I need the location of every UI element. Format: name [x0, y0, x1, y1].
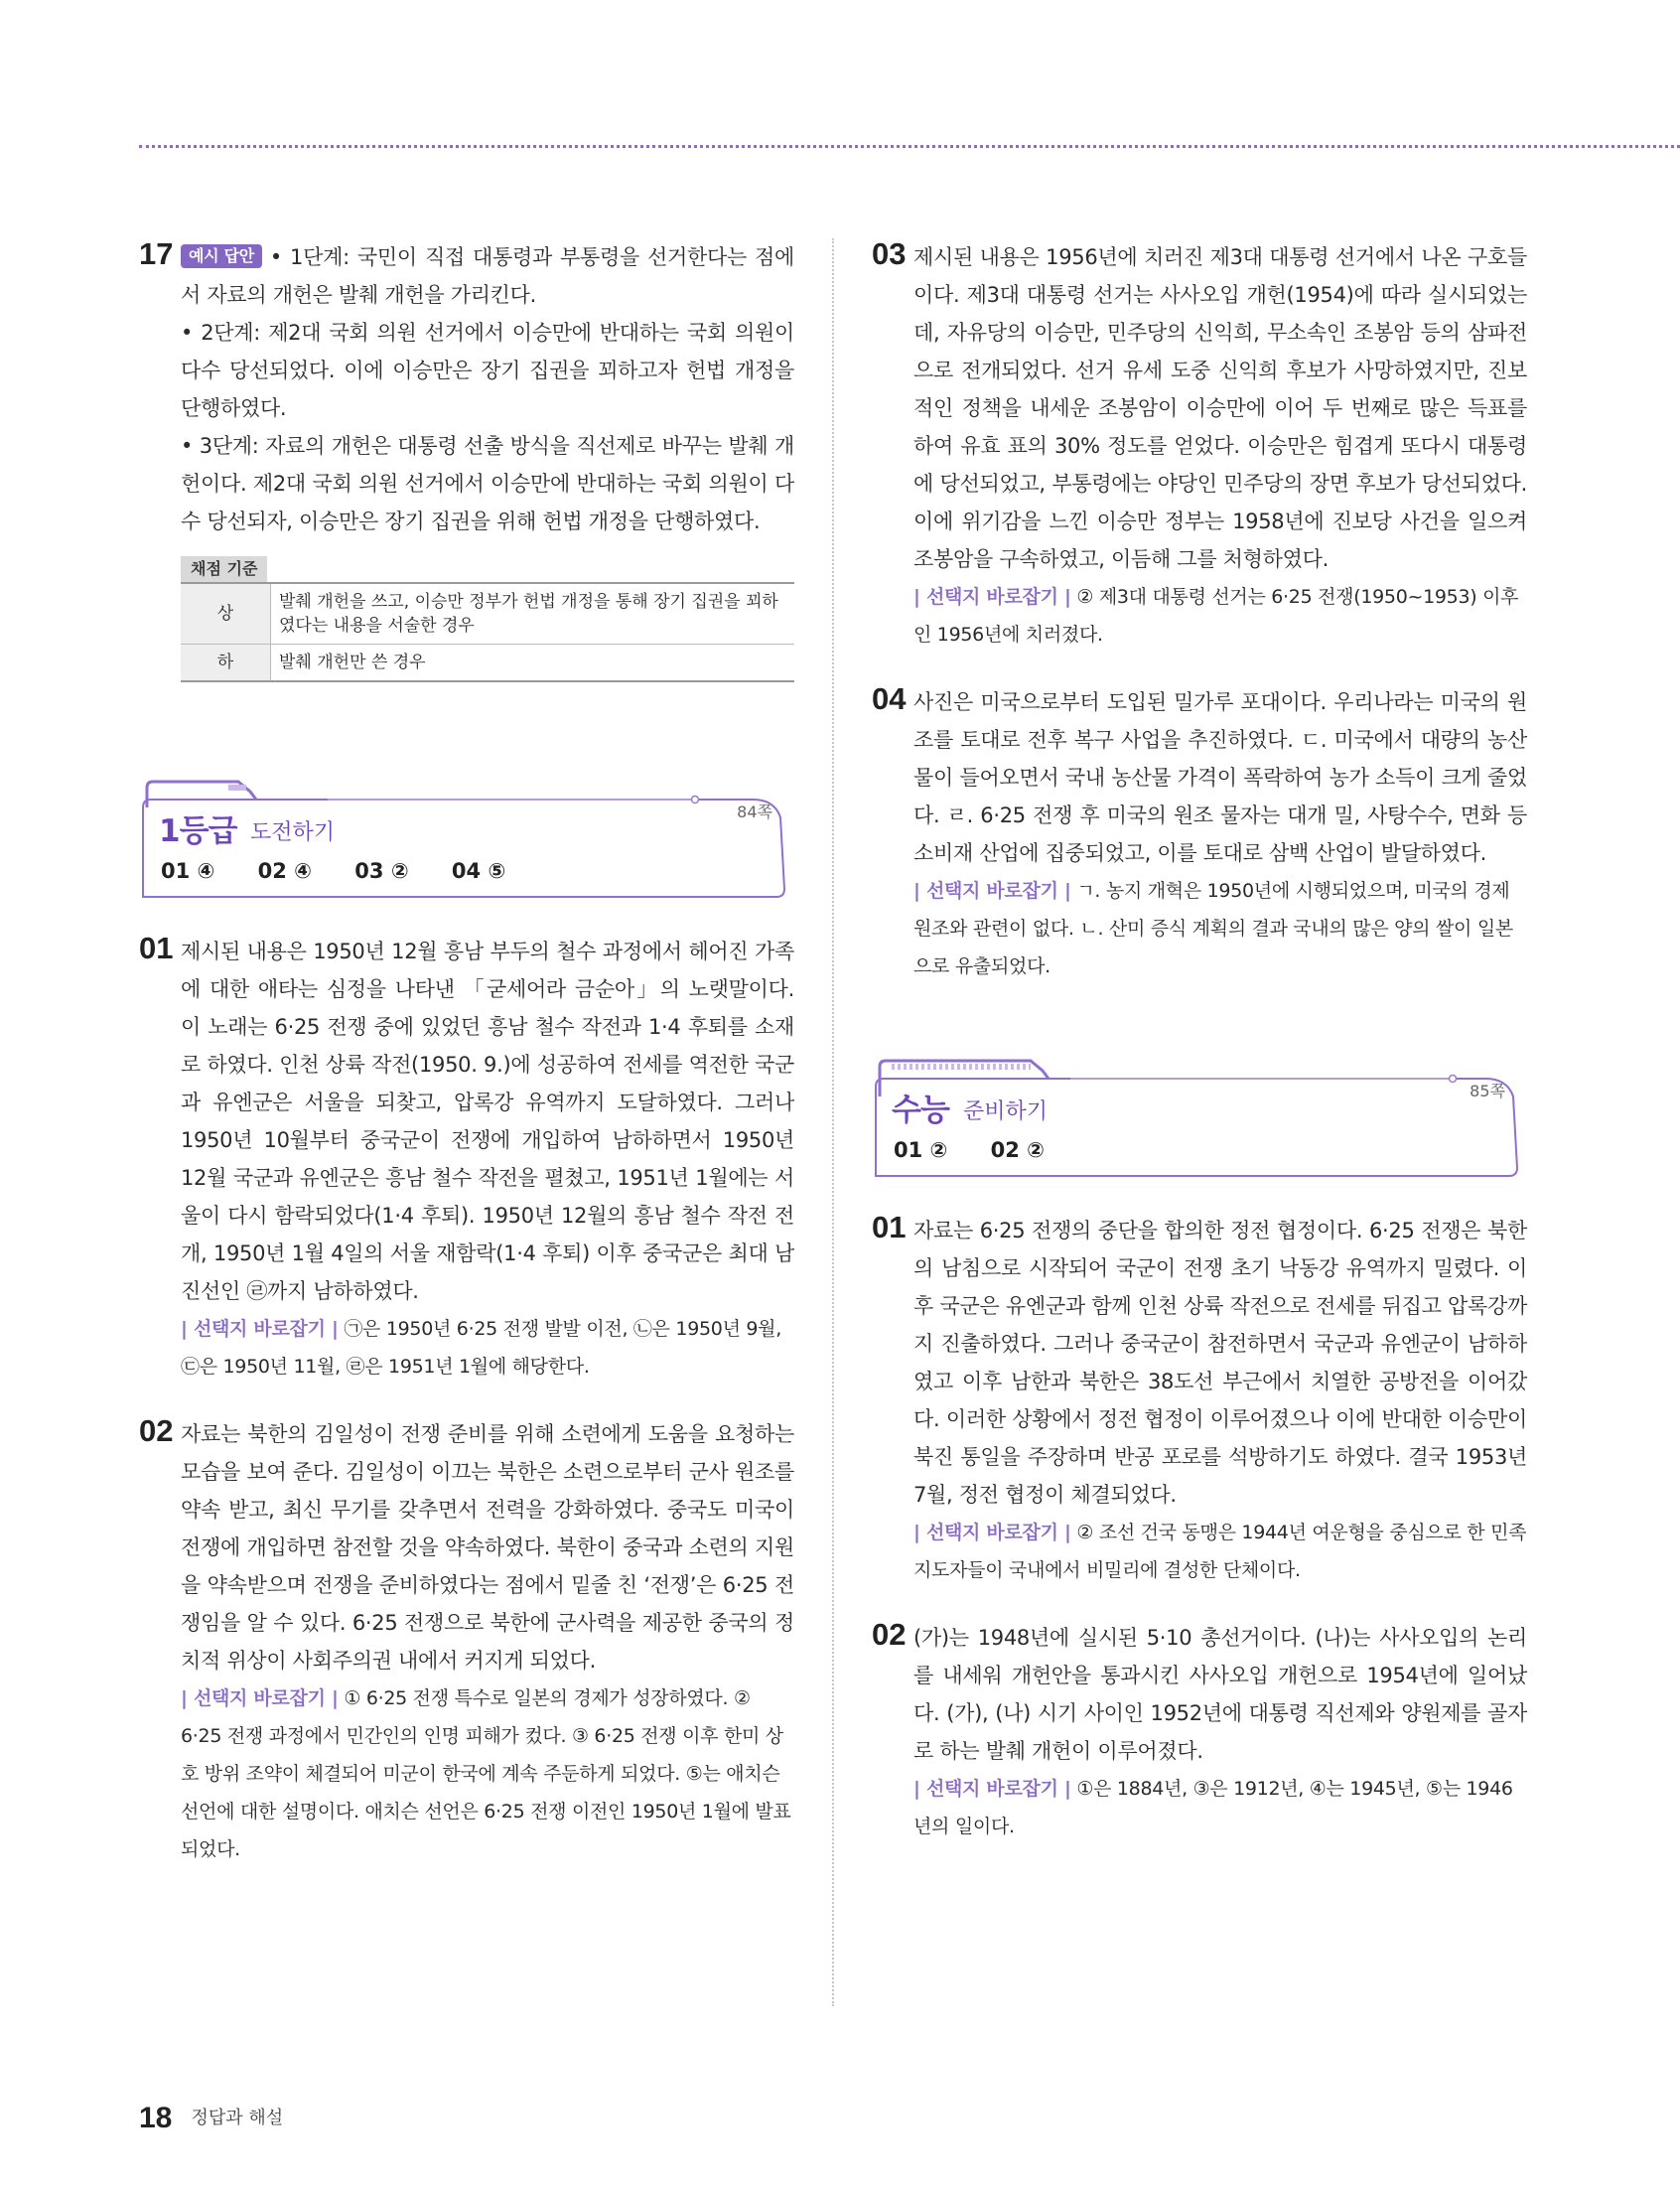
question-number: 01 — [872, 1210, 907, 1244]
criteria-desc: 발췌 개헌만 쓴 경우 — [271, 645, 795, 682]
criteria-desc: 발췌 개헌을 쓰고, 이승만 정부가 헌법 개정을 통해 장기 집권을 꾀하였다는 내용을 서술한 경우 — [271, 583, 795, 645]
choice-correction-text: ㉠은 1950년 6·25 전쟁 발발 이전, ㉡은 1950년 9월, ㉢은 1950년 11월, ㉣은 1951년 1월에 해당한다. — [181, 1318, 781, 1378]
answer-item: 01 ④ — [161, 859, 215, 883]
right-column — [872, 238, 1527, 1875]
question-number: 01 — [139, 931, 174, 965]
choice-correction-text: ② 조선 건국 동맹은 1944년 여운형을 중심으로 한 민족 지도자들이 국내에서 비밀리에 결성한 단체이다. — [913, 1522, 1527, 1581]
choice-correction-label: | 선택지 바로잡기 | — [913, 1778, 1071, 1800]
question-number: 17 — [139, 236, 174, 271]
answer-key — [161, 859, 541, 883]
challenge-question-04 — [872, 683, 1527, 985]
step-3-text: • 3단계: 자료의 개헌은 대통령 선출 방식을 직선제로 바꾸는 발췌 개헌이다. 제2대 국회 의원 선거에서 이승만에 반대하는 국회 의원이 다수 당선되자, 이승만은 장기 집권을 위해 헌법 개정을 단행하였다. — [181, 434, 794, 533]
section-subtitle: 준비하기 — [963, 1099, 1049, 1124]
section-header-csat — [872, 1057, 1527, 1182]
choice-correction-label: | 선택지 바로잡기 | — [181, 1318, 339, 1340]
answer-item: 02 ④ — [257, 859, 312, 883]
answer-item: 04 ⑤ — [451, 859, 506, 883]
choice-correction — [913, 872, 1527, 985]
criteria-level: 하 — [181, 645, 271, 682]
choice-correction-label: | 선택지 바로잡기 | — [913, 586, 1071, 608]
question-17-body — [181, 238, 794, 540]
question-17 — [139, 238, 794, 540]
table-row — [181, 645, 794, 682]
choice-correction-text: ① 6·25 전쟁 특수로 일본의 경제가 성장하였다. ② 6·25 전쟁 과정에서 민간인의 인명 피해가 컸다. ③ 6·25 전쟁 이후 한미 상호 방위 조약이 체결되어 미군이 한국에 계속 주둔하게 되었다. ⑤는 애치슨 선언에 대한 설명이다. 애치슨 선언은 6·25 전쟁 이전인 1950년 1월에 발표되었다. — [181, 1687, 791, 1860]
choice-correction — [913, 578, 1527, 654]
explanation-text: 제시된 내용은 1950년 12월 흥남 부두의 철수 과정에서 헤어진 가족에 대한 애타는 심정을 나타낸 「굳세어라 금순아」의 노랫말이다. 이 노래는 6·25 전쟁 중에 있었던 흥남 철수 작전과 1·4 후퇴를 소재로 하였다. 인천 상륙 작전(1950. 9.)에 성공하여 전세를 역전한 국군과 유엔군은 서울을 되찾고, 압록강 유역까지 도달하였다. 그러나 1950년 10월부터 중국군이 전쟁에 개입하여 남하하면서 1950년 12월 국군과 유엔군은 흥남 철수 작전을 펼쳤고, 1951년 1월에는 서울이 다시 함락되었다(1·4 후퇴). 1950년 12월의 흥남 철수 작전 전개, 1950년 1월 4일의 서울 재함락(1·4 후퇴) 이후 중국군은 최대 남진선인 ㉣까지 남하하였다. — [181, 940, 794, 1303]
page-footer — [139, 2102, 283, 2135]
section-header-challenge — [139, 778, 794, 903]
table-row — [181, 583, 794, 645]
grading-criteria-title: 채점 기준 — [181, 556, 267, 582]
answer-key — [894, 1138, 1080, 1162]
choice-correction — [181, 1310, 794, 1386]
explanation-text: 자료는 북한의 김일성이 전쟁 준비를 위해 소련에게 도움을 요청하는 모습을 보여 준다. 김일성이 이끄는 북한은 소련으로부터 군사 원조를 약속 받고, 최신 무기를 갖추면서 전력을 강화하였다. 중국도 미국이 전쟁에 개입하면 참전할 것을 약속하였다. 북한이 중국과 소련의 지원을 약속받으며 전쟁을 준비하였다는 점에서 밑줄 친 ‘전쟁’은 6·25 전쟁임을 알 수 있다. 6·25 전쟁으로 북한에 군사력을 제공한 중국의 정치적 위상이 사회주의권 내에서 커지게 되었다. — [181, 1422, 794, 1673]
step-2-text: • 2단계: 제2대 국회 의원 선거에서 이승만에 반대하는 국회 의원이 다수 당선되었다. 이에 이승만은 장기 집권을 꾀하고자 헌법 개정을 단행하였다. — [181, 321, 794, 420]
section-title: 1등급 — [159, 813, 237, 849]
explanation-text: 자료는 6·25 전쟁의 중단을 합의한 정전 협정이다. 6·25 전쟁은 북한의 남침으로 시작되어 국군이 전쟁 초기 낙동강 유역까지 밀렸다. 이후 국군은 유엔군과 함께 인천 상륙 작전으로 전세를 뒤집고 압록강까지 진출하였다. 그러나 중국군이 참전하면서 국군과 유엔군이 남하하였고 이후 남한과 북한은 38도선 부근에서 치열한 공방전을 이어갔다. 이러한 상황에서 정전 협정이 이루어졌으나 이에 반대한 이승만이 북진 통일을 주장하며 반공 포로를 석방하기도 하였다. 결국 1953년 7월, 정전 협정이 체결되었다. — [913, 1219, 1527, 1507]
section-title: 수능 — [892, 1093, 949, 1128]
question-number: 02 — [872, 1617, 907, 1652]
answer-item: 01 ② — [894, 1138, 948, 1162]
criteria-level: 상 — [181, 583, 271, 645]
choice-correction-label: | 선택지 바로잡기 | — [913, 1522, 1071, 1543]
choice-correction-label: | 선택지 바로잡기 | — [181, 1687, 339, 1709]
section-page-ref: 84쪽 — [737, 803, 772, 821]
choice-correction-text: ①은 1884년, ③은 1912년, ④는 1945년, ⑤는 1946년의 일이다. — [913, 1778, 1513, 1837]
choice-correction — [181, 1679, 794, 1868]
choice-correction — [913, 1770, 1527, 1845]
explanation-text: 제시된 내용은 1956년에 치러진 제3대 대통령 선거에서 나온 구호들이다. 제3대 대통령 선거는 사사오입 개헌(1954)에 따라 실시되었는데, 자유당의 이승만, 민주당의 신익희, 무소속인 조봉암 등의 삼파전으로 전개되었다. 선거 유세 도중 신익희 후보가 사망하였지만, 진보적인 정책을 내세운 조봉암이 이승만에 이어 두 번째로 많은 득표를 하여 유효 표의 30% 정도를 얻었다. 이승만은 힘겹게 또다시 대통령에 당선되었고, 부통령에는 야당인 민주당의 장면 후보가 당선되었다. 이에 위기감을 느낀 이승만 정부는 1958년에 진보당 사건을 일으켜 조봉암을 구속하였고, 이듬해 그를 처형하였다. — [913, 245, 1527, 571]
answer-item: 02 ② — [990, 1138, 1045, 1162]
grading-criteria — [181, 556, 794, 682]
challenge-question-02 — [139, 1415, 794, 1868]
challenge-question-01 — [139, 933, 794, 1386]
left-column — [139, 238, 794, 1898]
page-number: 18 — [139, 2102, 173, 2134]
choice-correction — [913, 1514, 1527, 1589]
column-divider — [832, 238, 834, 2006]
sample-answer-badge: 예시 답안 — [181, 244, 262, 268]
choice-correction-text: ㄱ. 농지 개혁은 1950년에 시행되었으며, 미국의 경제 원조와 관련이 없다. ㄴ. 산미 증식 계획의 결과 국내의 많은 양의 쌀이 일본으로 유출되었다. — [913, 880, 1513, 977]
csat-question-02 — [872, 1619, 1527, 1845]
challenge-question-03 — [872, 238, 1527, 654]
step-1-text: • 1단계: 국민이 직접 대통령과 부통령을 선거한다는 점에서 자료의 개헌은 발췌 개헌을 가리킨다. — [181, 245, 794, 307]
section-subtitle: 도전하기 — [250, 820, 336, 845]
question-number: 04 — [872, 681, 907, 716]
grading-criteria-table — [181, 582, 794, 682]
section-page-ref: 85쪽 — [1470, 1082, 1505, 1100]
top-dotted-rule — [139, 145, 1680, 148]
csat-question-01 — [872, 1212, 1527, 1589]
choice-correction-text: ② 제3대 대통령 선거는 6·25 전쟁(1950~1953) 이후인 1956년에 치러졌다. — [913, 586, 1519, 646]
choice-correction-label: | 선택지 바로잡기 | — [913, 880, 1071, 902]
explanation-text: (가)는 1948년에 실시된 5·10 총선거이다. (나)는 사사오입의 논리를 내세워 개헌안을 통과시킨 사사오입 개헌으로 1954년에 일어났다. (가), (나) 시기 사이인 1952년에 대통령 직선제와 양원제를 골자로 하는 발췌 개헌이 이루어졌다. — [913, 1626, 1527, 1763]
answer-item: 03 ② — [354, 859, 409, 883]
explanation-text: 사진은 미국으로부터 도입된 밀가루 포대이다. 우리나라는 미국의 원조를 토대로 전후 복구 사업을 추진하였다. ㄷ. 미국에서 대량의 농산물이 들어오면서 국내 농산물 가격이 폭락하여 농가 소득이 크게 줄었다. ㄹ. 6·25 전쟁 후 미국의 원조 물자는 대개 밀, 사탕수수, 면화 등 소비재 산업에 집중되었고, 이를 토대로 삼백 산업이 발달하였다. — [913, 690, 1527, 865]
question-number: 03 — [872, 236, 907, 271]
question-number: 02 — [139, 1413, 174, 1448]
footer-title: 정답과 해설 — [191, 2108, 284, 2128]
section-frame — [139, 778, 794, 903]
